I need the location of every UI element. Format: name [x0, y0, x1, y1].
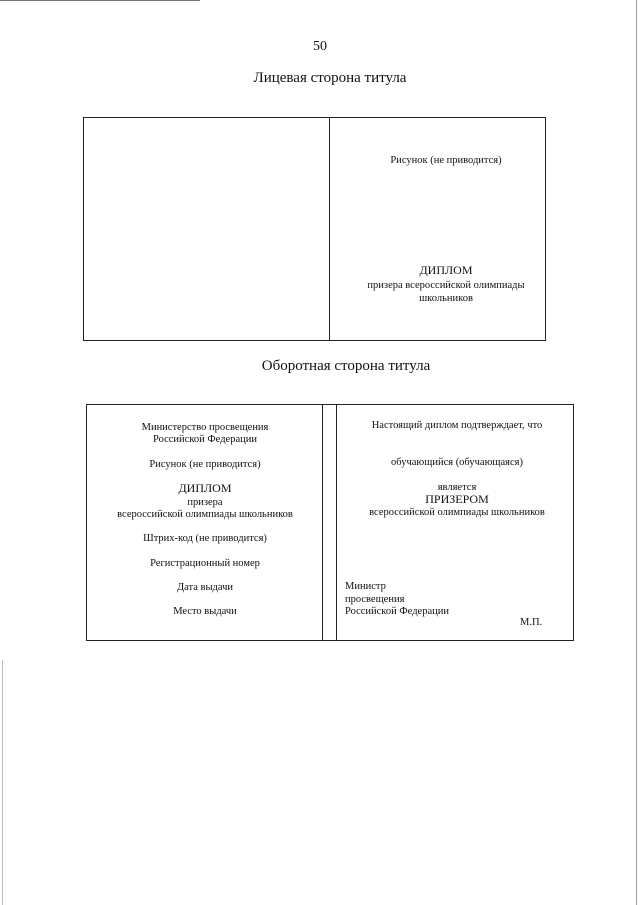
registration-number-label: Регистрационный номер: [150, 558, 260, 569]
winner-label: ПРИЗЕРОМ: [425, 492, 489, 506]
back-diploma-line-2: призера: [187, 497, 223, 508]
back-fold-line-left: [322, 405, 323, 640]
back-diploma-title: ДИПЛОМ: [178, 481, 232, 495]
minister-line-3: Российской Федерации: [345, 606, 449, 617]
minister-line-1: Министр: [345, 581, 386, 592]
front-fold-line: [329, 118, 330, 340]
stamp-place-label: М.П.: [520, 617, 543, 628]
back-fold-line-right: [336, 405, 337, 640]
front-side-title: Лицевая сторона титула: [253, 70, 407, 86]
page-number: 50: [313, 39, 327, 54]
confirmation-text: Настоящий диплом подтверждает, что: [371, 420, 543, 431]
back-diploma-line-3: всероссийской олимпиады школьников: [117, 509, 293, 520]
olympiad-label: всероссийской олимпиады школьников: [369, 507, 545, 518]
minister-line-2: просвещения: [345, 594, 405, 605]
front-side-box: [83, 117, 546, 341]
front-diploma-title: ДИПЛОМ: [419, 263, 473, 277]
front-picture-note: Рисунок (не приводится): [390, 155, 502, 166]
front-diploma-subtitle-1: призера всероссийской олимпиады: [367, 280, 525, 291]
back-picture-note: Рисунок (не приводится): [149, 459, 261, 470]
front-diploma-subtitle-2: школьников: [419, 293, 473, 304]
scan-edge-left: [2, 660, 3, 905]
barcode-note: Штрих-код (не приводится): [143, 533, 267, 544]
ministry-line-1: Министерство просвещения: [141, 422, 269, 433]
back-side-box: [86, 404, 574, 641]
issue-date-label: Дата выдачи: [176, 582, 234, 593]
back-side-title: Оборотная сторона титула: [261, 358, 431, 374]
scan-edge-top: [0, 0, 200, 1]
scan-edge-right: [636, 0, 637, 905]
is-label: является: [437, 482, 477, 493]
issue-place-label: Место выдачи: [173, 606, 237, 617]
student-label: обучающийся (обучающаяся): [391, 457, 523, 468]
ministry-line-2: Российской Федерации: [153, 434, 257, 445]
